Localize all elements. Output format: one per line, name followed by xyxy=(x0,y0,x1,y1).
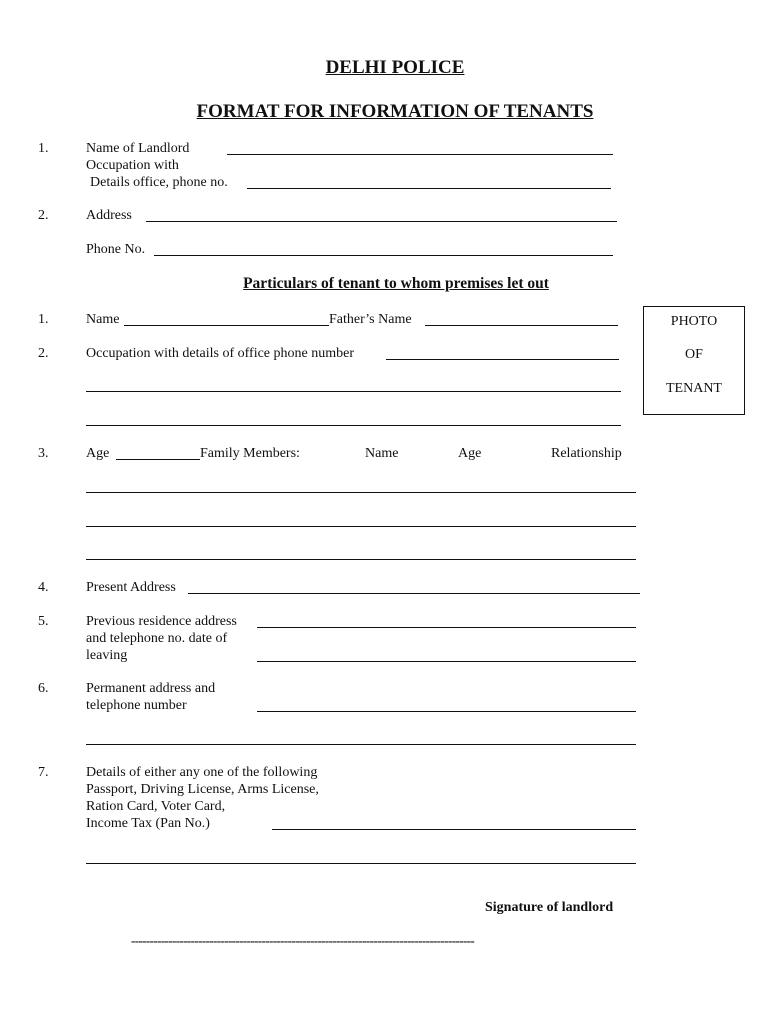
item-number: 4. xyxy=(38,580,49,595)
tenant-name-field[interactable] xyxy=(124,325,329,326)
form-title: FORMAT FOR INFORMATION OF TENANTS xyxy=(196,101,594,122)
landlord-details-field[interactable] xyxy=(247,188,611,189)
org-title: DELHI POLICE xyxy=(325,57,465,78)
family-col-name: Name xyxy=(365,446,399,461)
photo-box-line2: OF xyxy=(685,347,703,362)
date-of-leaving-field[interactable] xyxy=(257,661,636,662)
family-member-row[interactable] xyxy=(86,492,636,493)
permanent-address-label-2: telephone number xyxy=(86,698,187,713)
landlord-details-label: Details office, phone no. xyxy=(90,175,228,190)
previous-address-field[interactable] xyxy=(257,627,636,628)
permanent-address-label-1: Permanent address and xyxy=(86,681,216,696)
landlord-phone-label: Phone No. xyxy=(86,242,146,257)
id-details-label-2: Passport, Driving License, Arms License, xyxy=(86,782,319,797)
family-members-label: Family Members: xyxy=(200,446,300,461)
tenant-occupation-field-2[interactable] xyxy=(86,391,621,392)
tenant-occupation-label: Occupation with details of office phone number xyxy=(86,346,354,361)
permanent-address-field-2[interactable] xyxy=(86,744,636,745)
previous-address-label-3: leaving xyxy=(86,648,128,663)
item-number: 6. xyxy=(38,681,49,696)
item-number: 7. xyxy=(38,765,49,780)
item-number: 3. xyxy=(38,446,49,461)
tenant-occupation-field[interactable] xyxy=(386,359,619,360)
landlord-occupation-label: Occupation with xyxy=(86,158,179,173)
father-name-label: Father’s Name xyxy=(329,312,412,327)
photo-box xyxy=(643,306,745,415)
tenant-name-label: Name xyxy=(86,312,120,327)
id-details-label-3: Ration Card, Voter Card, xyxy=(86,799,226,814)
item-number: 1. xyxy=(38,141,49,156)
family-member-row[interactable] xyxy=(86,559,636,560)
id-details-label-1: Details of either any one of the following xyxy=(86,765,318,780)
age-label: Age xyxy=(86,446,110,461)
item-number: 2. xyxy=(38,208,49,223)
landlord-name-field[interactable] xyxy=(227,154,613,155)
present-address-field[interactable] xyxy=(188,593,640,594)
id-details-field[interactable] xyxy=(272,829,636,830)
previous-address-label-1: Previous residence address xyxy=(86,614,237,629)
signature-label: Signature of landlord xyxy=(485,900,614,915)
item-number: 1. xyxy=(38,312,49,327)
landlord-name-label: Name of Landlord xyxy=(86,141,190,156)
landlord-address-label: Address xyxy=(86,208,132,223)
family-col-relationship: Relationship xyxy=(551,446,622,461)
previous-address-label-2: and telephone no. date of xyxy=(86,631,228,646)
item-number: 2. xyxy=(38,346,49,361)
permanent-address-field[interactable] xyxy=(257,711,636,712)
tenant-occupation-field-3[interactable] xyxy=(86,425,621,426)
family-member-row[interactable] xyxy=(86,526,636,527)
age-field[interactable] xyxy=(116,459,200,460)
photo-box-line3: TENANT xyxy=(666,381,722,396)
father-name-field[interactable] xyxy=(425,325,618,326)
landlord-phone-field[interactable] xyxy=(154,255,613,256)
photo-box-line1: PHOTO xyxy=(670,314,718,329)
id-details-field-2[interactable] xyxy=(86,863,636,864)
tenant-section-heading: Particulars of tenant to whom premises let out xyxy=(243,275,549,292)
family-col-age: Age xyxy=(458,446,482,461)
present-address-label: Present Address xyxy=(86,580,176,595)
id-details-label-4: Income Tax (Pan No.) xyxy=(86,816,210,831)
dashed-separator: -------------------------------------------------------------------------------------------- xyxy=(131,933,475,948)
item-number: 5. xyxy=(38,614,49,629)
landlord-address-field[interactable] xyxy=(146,221,617,222)
